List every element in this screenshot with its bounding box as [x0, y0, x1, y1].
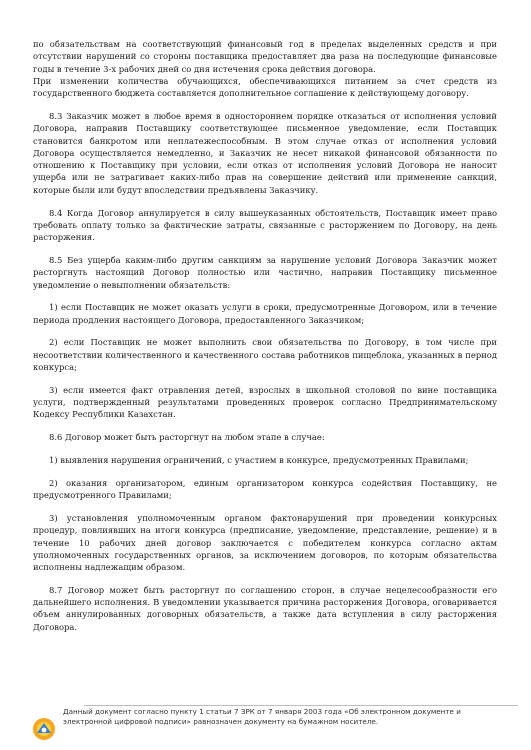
footer-legal-notice: Данный документ согласно пункту 1 статьи 7 ЗРК от 7 января 2003 года «Об электронном документе и электронной цифровой подписи» равнозначен документу на бумажном носителе. — [63, 707, 461, 726]
clause-8-3: 8.3 Заказчик может в любое время в одностороннем порядке отказаться от исполнения условий Договора, направив Поставщику соответствующее письменное уведомление, если Поставщик становится банкротом или неплатежеспособным. В этом случае отказ от исполнения условий Договора осуществляется немедленно, и Заказчик не несет никакой финансовой обязанности по отношению к Поставщику при условии, если отказ от исполнения условий Договора не наносит ущерба или не затрагивает каких-либо прав на совершение действий или применение санкций, которые были или будут впоследствии предъявлены Заказчику. — [33, 110, 497, 195]
clause-8-4: 8.4 Когда Договор аннулируется в силу вышеуказанных обстоятельств, Поставщик имеет право требовать оплату только за фактические затраты, связанные с расторжением по Договору, на день расторжения. — [33, 207, 497, 243]
clause-8-6: 8.6 Договор может быть расторгнут на любом этапе в случае: — [49, 432, 325, 443]
clause-8-6-item-2: 2) оказания организатором, единым организатором конкурса содействия Поставщику, не предусмотренного Правилами; — [33, 477, 497, 501]
clause-8-6-item-3: 3) установления уполномоченным органом фактонарушений при проведении конкурсных процедур, повлиявших на итоги конкурса (предписание, уведомление, представление, решение) и в течение 10 рабочих дней договор заключается с победителем конкурса согласно актам уполномоченных государственных органов, за исключением договоров, по которым обязательства исполнены надлежащим образом. — [33, 512, 497, 573]
clause-8-5-item-2: 2) если Поставщик не может выполнить свои обязательства по Договору, в том числе при несоответствии количественного и качественного состава работников пищеблока, указанных в период конкурса; — [33, 337, 497, 373]
clause-8-7: 8.7 Договор может быть расторгнут по соглашению сторон, в случае нецелесообразности его дальнейшего исполнения. В уведомлении указывается причина расторжения Договора, оговаривается объем аннулированных договорных обязательств, а также дата вступления в силу расторжения Договора. — [33, 584, 497, 632]
paragraph-student-count: При изменении количества обучающихся, обеспечивающихся питанием за счет средств из государственного бюджета составляется дополнительное соглашение к действующему договору. — [33, 75, 497, 99]
page-footer — [22, 705, 510, 745]
document-body — [33, 38, 497, 633]
e-document-logo-icon — [30, 715, 58, 741]
footer-divider — [84, 705, 518, 706]
clause-8-5-item-3: 3) если имеется факт отравления детей, взрослых в школьной столовой по вине поставщика услуги, подтвержденный результатами проведенных проверок согласно Предпринимательскому Кодексу Республики Казахстан. — [33, 384, 497, 420]
clause-8-5: 8.5 Без ущерба каким-либо другим санкциям за нарушение условий Договора Заказчик может расторгнуть настоящий Договор полностью или частично, направив Поставщику письменное уведомление о невыполнении обязательств: — [33, 254, 497, 290]
paragraph-continuation: по обязательствам на соответствующий финансовый год в пределах выделенных средств и при отсутствии нарушений со стороны поставщика предоставляет два раза на последующие финансовые годы в течение 3-х рабочих дней со дня истечения срока действия договора. — [33, 39, 497, 74]
clause-8-5-item-1: 1) если Поставщик не может оказать услуги в сроки, предусмотренные Договором, или в течение периода продления настоящего Договора, предоставленного Заказчиком; — [33, 302, 497, 325]
clause-8-6-item-1: 1) выявления нарушения ограничений, с участием в конкурсе, предусмотренных Правилами; — [49, 455, 469, 466]
